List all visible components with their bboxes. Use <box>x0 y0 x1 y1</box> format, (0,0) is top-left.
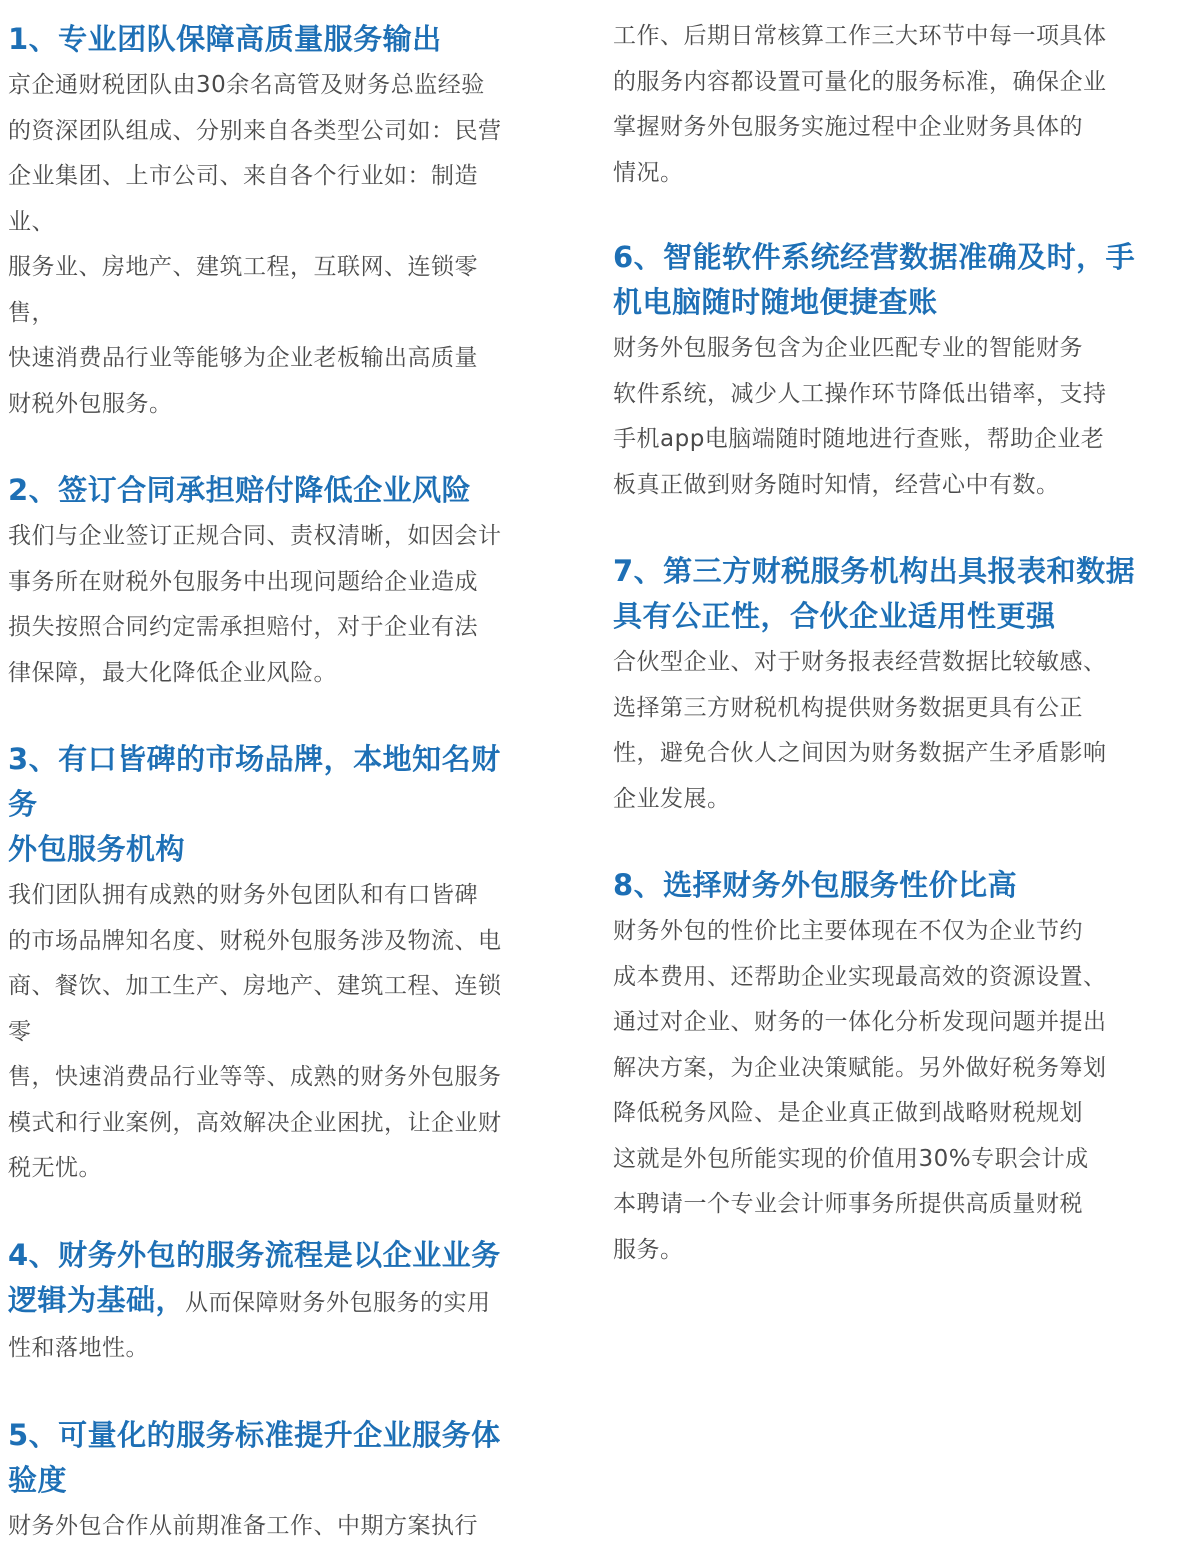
section-body: 性和落地性。 <box>8 1326 520 1372</box>
section-1 <box>8 17 520 427</box>
section-body: 财务外包的性价比主要体现在不仅为企业节约 成本费用、还帮助企业实现最高效的资源设置、 通过对企业、财务的一体化分析发现问题并提出 解决方案，为企业决策赋能。另外做好税务筹划 降低税务风险、是企业真正做到战略财税规划 这就是外包所能实现的价值用30%专职会计成 本聘请一个专业会计师事务所提供高质量财税 服务。 <box>613 909 1143 1273</box>
section-title: 5、可量化的服务标准提升企业服务体 验度 <box>8 1413 520 1503</box>
section-title: 7、第三方财税服务机构出具报表和数据 具有公正性，合伙企业适用性更强 <box>613 549 1143 639</box>
section-6 <box>613 235 1143 508</box>
section-title-inline-line <box>8 1278 520 1327</box>
section-body: 我们团队拥有成熟的财务外包团队和有口皆碑 的市场品牌知名度、财税外包服务涉及物流、电 商、餐饮、加工生产、房地产、建筑工程、连锁零 售，快速消费品行业等等、成熟的财务外包服务 模式和行业案例，高效解决企业困扰，让企业财 税无忧。 <box>8 873 520 1192</box>
section-body: 财务外包服务包含为企业匹配专业的智能财务 软件系统，减少人工操作环节降低出错率，支持 手机app电脑端随时随地进行查账，帮助企业老 板真正做到财务随时知情，经营心中有数。 <box>613 326 1143 508</box>
section-3 <box>8 737 520 1192</box>
section-8 <box>613 863 1143 1273</box>
section-body-inline: 从而保障财务外包服务的实用 <box>185 1290 491 1316</box>
section-title: 6、智能软件系统经营数据准确及时，手 机电脑随时随地便捷查账 <box>613 235 1143 325</box>
section-body: 京企通财税团队由30余名高管及财务总监经验 的资深团队组成、分别来自各类型公司如：民营 企业集团、上市公司、来自各个行业如：制造业、 服务业、房地产、建筑工程，互联网、连锁零售， 快速消费品行业等能够为企业老板输出高质量 财税外包服务。 <box>8 63 520 427</box>
section-body: 财务外包合作从前期准备工作、中期方案执行 <box>8 1504 520 1549</box>
section-4 <box>8 1233 520 1372</box>
section-body: 合伙型企业、对于财务报表经营数据比较敏感、 选择第三方财税机构提供财务数据更具有公正 性，避免合伙人之间因为财务数据产生矛盾影响 企业发展。 <box>613 640 1143 822</box>
section-5 <box>8 1413 520 1549</box>
section-title-cont: 逻辑为基础， <box>8 1283 185 1317</box>
section-title: 2、签订合同承担赔付降低企业风险 <box>8 468 520 513</box>
left-column <box>8 0 520 1549</box>
section-body-continued: 工作、后期日常核算工作三大环节中每一项具体 的服务内容都设置可量化的服务标准，确保企业 掌握财务外包服务实施过程中企业财务具体的 情况。 <box>613 14 1143 196</box>
section-7 <box>613 549 1143 822</box>
section-title: 3、有口皆碑的市场品牌，本地知名财务 外包服务机构 <box>8 737 520 872</box>
section-2 <box>8 468 520 696</box>
section-title: 8、选择财务外包服务性价比高 <box>613 863 1143 908</box>
section-body: 我们与企业签订正规合同、责权清晰，如因会计 事务所在财税外包服务中出现问题给企业造成 损失按照合同约定需承担赔付，对于企业有法 律保障，最大化降低企业风险。 <box>8 514 520 696</box>
section-title: 1、专业团队保障高质量服务输出 <box>8 17 520 62</box>
section-5-continued <box>613 14 1143 196</box>
section-title: 4、财务外包的服务流程是以企业业务 <box>8 1233 520 1278</box>
right-column <box>613 0 1143 1273</box>
